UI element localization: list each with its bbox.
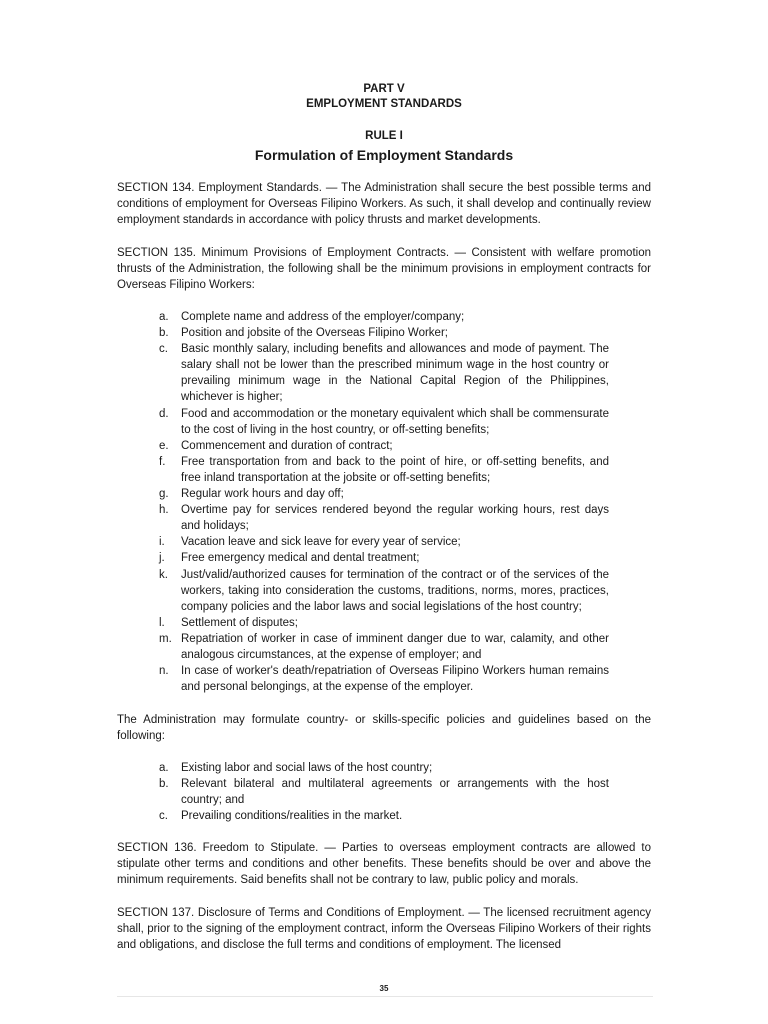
list-item-text: Existing labor and social laws of the host country; xyxy=(181,762,433,774)
list-item-text: Basic monthly salary, including benefits and allowances and mode of payment. The salary shall not be lower than the prescribed minimum wage in the host country or prevailing minimum wage in the National Capital Region of the Philippines, whichever is higher; xyxy=(181,343,609,404)
list-item-marker: n. xyxy=(159,665,169,678)
list-item-marker: b. xyxy=(159,778,169,791)
list-item-marker: i. xyxy=(159,536,165,549)
page-number: 35 xyxy=(379,984,389,993)
policy-basis-item xyxy=(159,808,609,824)
list-item-text: Vacation leave and sick leave for every year of service; xyxy=(181,536,461,549)
provision-item xyxy=(159,567,609,615)
list-item-text: Overtime pay for services rendered beyond the regular working hours, rest days and holidays; xyxy=(181,504,609,533)
list-item-text: Relevant bilateral and multilateral agreements or arrangements with the host country; and xyxy=(181,778,609,807)
provision-item xyxy=(159,341,609,405)
footer-divider xyxy=(117,996,653,997)
list-item-marker: c. xyxy=(159,343,168,356)
list-item-marker: c. xyxy=(159,810,168,823)
part-title: EMPLOYMENT STANDARDS xyxy=(306,98,462,110)
policy-basis-item xyxy=(159,760,609,776)
list-item-marker: g. xyxy=(159,488,169,501)
list-item-text: Free transportation from and back to the point of hire, or off-setting benefits, and free inland transportation at the jobsite or off-setting benefits; xyxy=(181,455,609,484)
policy-basis-item xyxy=(159,776,609,808)
list-item-text: Settlement of disputes; xyxy=(181,616,298,629)
list-item-marker: b. xyxy=(159,327,169,340)
list-item-text: Regular work hours and day off; xyxy=(181,488,344,501)
list-item-text: Position and jobsite of the Overseas Filipino Worker; xyxy=(181,327,448,340)
list-item-marker: m. xyxy=(159,632,172,645)
provision-item xyxy=(159,631,609,663)
provision-item xyxy=(159,406,609,438)
provision-item xyxy=(159,454,609,486)
provision-item xyxy=(159,534,609,550)
section-135-paragraph: SECTION 135. Minimum Provisions of Employment Contracts. — Consistent with welfare promotion thrusts of the Administration, the following shall be the minimum provisions in employment contracts for Overseas Filipino Workers: xyxy=(117,247,651,292)
list-item-text: Complete name and address of the employer/company; xyxy=(181,311,465,323)
provision-item xyxy=(159,502,609,534)
provision-item xyxy=(159,438,609,454)
list-item-text: In case of worker's death/repatriation of Overseas Filipino Workers human remains and personal belongings, at the expense of the employer. xyxy=(181,665,609,694)
list-item-text: Food and accommodation or the monetary equivalent which shall be commensurate to the cost of living in the host country, or off-setting benefits; xyxy=(181,407,609,436)
list-item-marker: j. xyxy=(159,552,165,565)
provision-item xyxy=(159,486,609,502)
list-item-text: Repatriation of worker in case of imminent danger due to war, calamity, and other analogous circumstances, at the expense of employer; and xyxy=(181,632,609,661)
rule-heading: RULE I xyxy=(365,130,403,142)
list-item-marker: k. xyxy=(159,568,168,581)
provision-item xyxy=(159,615,609,631)
list-item-marker: d. xyxy=(159,407,169,420)
section-134-paragraph: SECTION 134. Employment Standards. — The Administration shall secure the best possible terms and conditions of employment for Overseas Filipino Workers. As such, it shall develop and continually review employment standards in accordance with policy thrusts and market developments. xyxy=(117,182,651,227)
list-item-text: Just/valid/authorized causes for termination of the contract or of the services of the workers, taking into consideration the customs, traditions, norms, mores, practices, company policies and the labor laws and social legislations of the host country; xyxy=(181,568,609,613)
list-item-marker: l. xyxy=(159,616,165,629)
provision-item xyxy=(159,309,609,325)
list-item-marker: a. xyxy=(159,762,169,774)
section-137-paragraph: SECTION 137. Disclosure of Terms and Conditions of Employment. — The licensed recruitment agency shall, prior to the signing of the employment contract, inform the Overseas Filipino Workers of their rights and obligations, and disclose the full terms and conditions of employment. The licensed xyxy=(117,907,651,952)
admin-policy-paragraph: The Administration may formulate country- or skills-specific policies and guidelines based on the following: xyxy=(117,714,651,743)
provision-item xyxy=(159,663,609,695)
minimum-provisions-list xyxy=(159,309,609,695)
provision-item xyxy=(159,550,609,566)
list-item-text: Free emergency medical and dental treatment; xyxy=(181,552,420,565)
provision-item xyxy=(159,325,609,341)
list-item-marker: f. xyxy=(159,455,166,468)
section-136-paragraph: SECTION 136. Freedom to Stipulate. — Parties to overseas employment contracts are allowed to stipulate other terms and conditions and other benefits. These benefits should be over and above the minimum requirements. Said benefits shall not be contrary to law, public policy and morals. xyxy=(117,842,651,887)
list-item-text: Prevailing conditions/realities in the market. xyxy=(181,810,403,823)
list-item-marker: a. xyxy=(159,311,169,323)
rule-title: Formulation of Employment Standards xyxy=(254,147,514,163)
list-item-marker: e. xyxy=(159,439,169,452)
part-heading: PART V xyxy=(363,83,405,95)
policy-bases-list xyxy=(159,760,609,824)
list-item-text: Commencement and duration of contract; xyxy=(181,439,393,452)
list-item-marker: h. xyxy=(159,504,169,517)
